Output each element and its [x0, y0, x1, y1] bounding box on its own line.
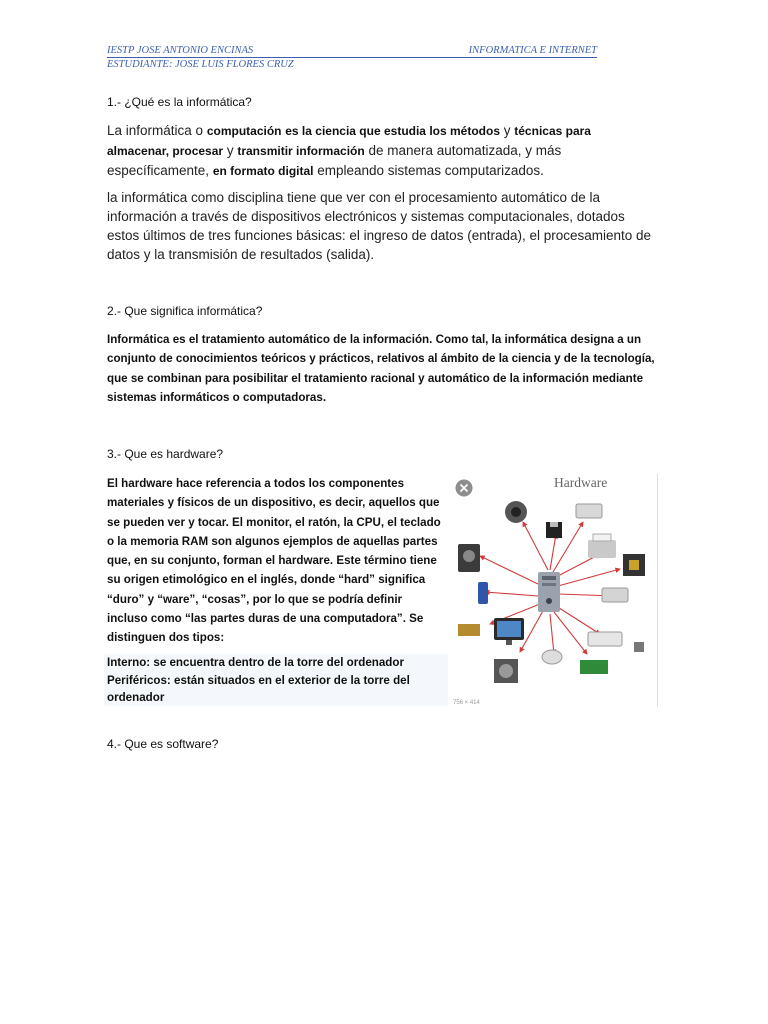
- q1-text-run: en formato digital: [212, 164, 314, 178]
- question-3-paragraph: El hardware hace referencia a todos los componentes materiales y físicos de un dispositivo, es decir, aquellos que se pueden ver y tocar. El monitor, el ratón, la CPU, el teclado o la memoria RAM son algunos ejemplos de aquellas partes que, en su conjunto, forman el hardware. Este término tiene su origen etimológico en el inglés, donde “hard” significa “duro” y “ware”, “cosas”, por lo que se podría definir incluso como “las partes duras de una computadora”. Se distinguen dos tipos:: [107, 477, 441, 645]
- floppy-icon: [546, 522, 562, 538]
- network-card-icon: [458, 624, 480, 636]
- question-4-title: 4.- Que es software?: [107, 737, 219, 751]
- tape-drive-icon: [576, 504, 602, 518]
- plug-icon: [634, 642, 644, 652]
- page-header: [107, 44, 597, 71]
- webcam-icon: [505, 501, 527, 523]
- q1-text-run: transmitir información: [237, 144, 365, 158]
- q1-text-run: computación: [206, 124, 282, 138]
- monitor-icon: [494, 618, 524, 645]
- cpu-tower-icon: [538, 572, 560, 612]
- hardware-diagram-image: [450, 474, 658, 707]
- mouse-icon: [542, 650, 562, 664]
- question-2-paragraph: Informática es el tratamiento automático de la información. Como tal, la informática designa a un conjunto de conocimientos teóricos y prácticos, relativos al ámbito de la ciencia y de la tecnología, que se combinan para posibilitar el tratamiento racional y automático de la información mediante sistemas informáticos o computadoras.: [107, 333, 655, 404]
- diagram-title: Hardware: [554, 475, 608, 490]
- header-course: INFORMATICA E INTERNET: [468, 45, 597, 56]
- printer-icon: [588, 534, 616, 558]
- usb-drive-icon: [478, 582, 488, 604]
- question-1-paragraph-2: la informática como disciplina tiene que ver con el procesamiento automático de la información a través de dispositivos electrónicos y sistemas computacionales, dotados estos últimos de tres funciones básicas: el ingreso de datos (entrada), el procesamiento de datos y la transmisión de resultados (salida).: [107, 190, 652, 262]
- question-3-title: 3.- Que es hardware?: [107, 447, 224, 461]
- q1-text-run: y: [223, 143, 238, 158]
- chip-icon: [623, 554, 645, 576]
- keyboard-icon: [588, 632, 622, 646]
- hardware-type-interno: Interno: se encuentra dentro de la torre del ordenador: [107, 656, 404, 669]
- power-supply-icon: [494, 659, 518, 683]
- header-student: ESTUDIANTE: JOSE LUIS FLORES CRUZ: [107, 59, 294, 70]
- q1-text-run: técnicas para almacenar, procesar: [107, 124, 591, 158]
- header-row: [107, 44, 597, 58]
- q1-text-run: y: [500, 123, 515, 138]
- question-2-title: 2.- Que significa informática?: [107, 304, 263, 318]
- hardware-type-perifericos: Periféricos: están situados en el exterior de la torre del ordenador: [107, 673, 410, 704]
- question-1-paragraph-1: [107, 121, 655, 181]
- expansion-card-icon: [580, 660, 608, 674]
- image-size-label: 756 × 414: [453, 700, 480, 706]
- question-1-title: 1.- ¿Qué es la informática?: [107, 95, 252, 109]
- q1-text-run: es la ciencia que estudia los métodos: [285, 124, 500, 138]
- q1-text-run: de manera automatizada, y más específicamente,: [107, 143, 562, 178]
- hardware-types-box: [104, 654, 448, 706]
- q1-text-run: empleando sistemas computarizados.: [313, 163, 544, 178]
- q1-text-run: La informática o: [107, 123, 207, 138]
- header-institution: IESTP JOSE ANTONIO ENCINAS: [107, 45, 254, 56]
- hard-disk-icon: [458, 544, 480, 572]
- hardware-diagram-svg: [450, 474, 657, 707]
- close-icon[interactable]: [456, 480, 473, 497]
- optical-drive-icon: [602, 588, 628, 602]
